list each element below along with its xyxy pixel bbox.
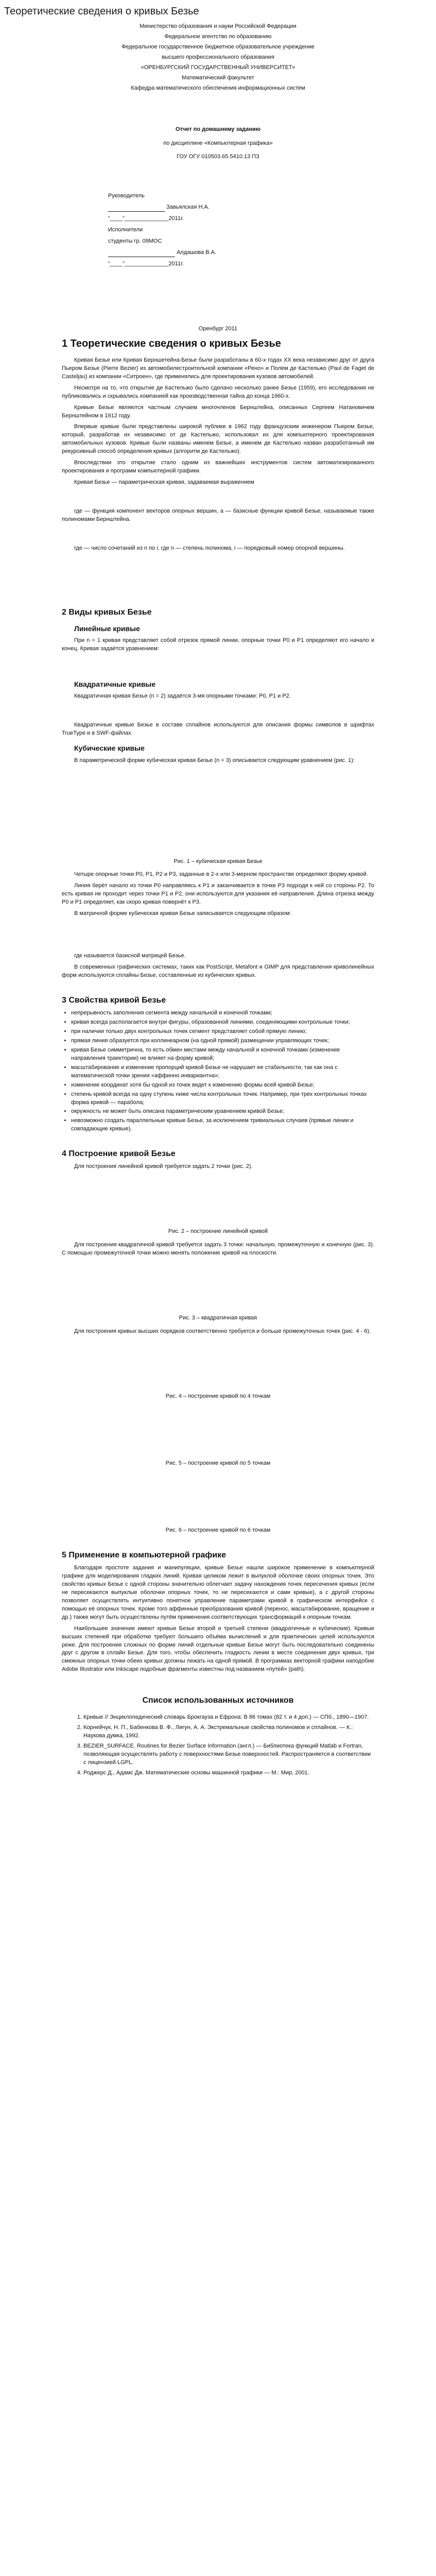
figure-2-placeholder	[62, 1174, 374, 1226]
formula-placeholder	[62, 656, 374, 674]
quadratic-curves-title: Квадратичные кривые	[74, 680, 156, 689]
figure-5-caption: Рис. 5 – построение кривой по 5 точкам	[165, 1460, 271, 1467]
report-block	[62, 126, 374, 162]
executor-line	[108, 249, 374, 257]
cubic-curves-title: Кубические кривые	[74, 744, 145, 753]
section-2-title: 2 Виды кривых Безье	[62, 607, 152, 617]
formula-placeholder	[62, 556, 374, 592]
formula-placeholder	[62, 527, 374, 545]
figure-1-placeholder	[62, 768, 374, 856]
paragraph: где — число сочетаний из n по i, где n — степень полинома, i — порядковый номер опорной вершины.	[74, 545, 345, 551]
paragraph: Впоследствии это открытие стало одним из важнейших инструментов систем автоматизированного проектирования и программ компьютерной графики.	[62, 460, 374, 474]
reference-item: 3. BEZIER_SURFACE. Routines for Bezier Surface Information (англ.) — Библиотека функций Matlab и Fortran, позволяющая осуществлять работу с поверхностями Безье поверхностей. Распространяется в соответствии с лицензией LGPL.	[83, 1742, 374, 1767]
paragraph: Впервые кривые были представлены широкой публике в 1962 году французским инженером Пьером Безье, который, разработав их независимо от де Кастельжо, использовал их для компьютерного проектирования автомобильных кузовов. Кривые были названы именем Безье, а именем де Кастельжо назван разработанный им рекурсивный способ определения кривых (алгоритм де Кастельжо).	[62, 423, 374, 455]
paragraph: В параметрической форме кубическая кривая Безье (n = 3) описывается следующим уравнением (рис. 1):	[74, 757, 355, 764]
paragraph: Линия берёт начало из точки P0 направляясь к P1 и заканчивается в точке P3 подходя к ней со стороны P2. То есть кривая не проходит через точки P1 и P2, они используются для указания её направления. Длина отрезка между P0 и P1 определяет, как скоро кривая повернёт к P3.	[62, 883, 374, 906]
report-discipline: по дисциплине «Компьютерная графика»	[163, 140, 273, 146]
window-title: Теоретические сведения о кривых Безье	[4, 6, 199, 17]
paragraph: Кривая Безье или Кривая Берншетейна-Безье были разработаны в 60-х годах XX века независимо друг от друга Пьером Безье (Pierre Bezier) из автомобилестроительной компании «Рено» и Полем де Кастельжо (Paul de Faget de Casteljau) из компании «Ситроен», где применялись для проектирования кузовов автомобилей.	[62, 357, 374, 380]
reference-item: 2. Корнейчук, Н. П., Бабенкова В. Ф., Лигун, А. А. Экстремальные свойства полиномов и сплайнов. — К.: Наукова думка, 1992.	[83, 1724, 374, 1740]
student-group: студенты гр. 09МОС	[108, 238, 162, 245]
agency-line: Федеральное агентство по образованию	[164, 33, 272, 40]
reference-item: 4. Роджерс Д., Адамс Дж. Математические основы машинной графики — М.: Мир, 2001.	[83, 1769, 374, 1777]
paragraph: Для построения кривых высших порядков соответственно требуется и больше промежуточных точек (рис. 4 - 6).	[74, 1328, 371, 1335]
document-content	[0, 23, 436, 1795]
manager-name: Завьялская Н.А.	[166, 204, 210, 211]
manager-label: Руководитель	[108, 193, 145, 199]
figure-6-placeholder	[62, 1473, 374, 1524]
list-item: • прямая линия образуется при коллинеарном (на одной прямой) размещении управляющих точек;	[71, 1037, 374, 1045]
institution-line: Федеральное государственное бюджетное образовательное учреждение	[121, 43, 315, 50]
reference-item: 1. Кривые // Энциклопедический словарь Брокгауза и Ефрона: В 86 томах (82 т. и 4 доп.) — СПб., 1890—1907.	[83, 1714, 374, 1722]
report-title: Отчет по домашнему заданию	[175, 126, 261, 132]
paragraph: Для построения квадратичной кривой требуется задать 3 точки: начальную, промежуточную и конечную (рис. 3). С помощью промежуточной точки можно менять положение кривой на плоскости.	[62, 1242, 374, 1257]
education-line: высшего профессионального образования	[162, 54, 274, 60]
signature-block	[108, 192, 374, 268]
references-list	[62, 1714, 374, 1777]
city-year: Оренбург 2011	[198, 325, 238, 332]
paragraph: Кривая Безье — параметрическая кривая, задаваемая выражением	[74, 479, 254, 486]
list-item: • при наличии только двух контрольных точек сегмент представляет собой прямую линию;	[71, 1028, 374, 1036]
university-line: «ОРЕНБУРГСКИЙ ГОСУДАРСТВЕННЫЙ УНИВЕРСИТЕТ»	[141, 64, 295, 71]
paragraph: Благодаря простоте задания и манипуляции, кривые Безье нашли широкое применение в компьютерной графике для моделирования гладких линий. Кривая целиком лежит в выпуклой оболочке своих опорных точек. Это свойство кривых Безье с одной стороны значительно облегчает задачу нахождения точек пересечения кривых (если не пересекаются выпуклые оболочки опорных точек, то не пересекаются и сами кривые), а с другой стороны позволяет осуществлять интуитивно понятное управление параметрами кривой в графическом интерфейсе с помощью её опорных точек. Кроме того аффинные преобразования кривой (перенос, масштабирование, вращение и др.) также могут быть осуществлены путём применения соответствующих трансформаций к опорным точкам.	[62, 1565, 374, 1620]
paragraph: Несмотря на то, что открытие де Кастельжо было сделано несколько ранее Безье (1959), его исследования не публиковались и скрывались компанией как производственная тайна до конца 1960-х.	[62, 384, 374, 399]
figure-1-caption: Рис. 1 – кубическая кривая Безье	[173, 858, 263, 865]
linear-curves-title: Линейные кривые	[74, 624, 140, 633]
report-code: ГОУ ОГУ 010503.65.5410.13 ПЗ	[177, 154, 259, 160]
date-line-1: “____”______________2011г.	[108, 215, 184, 222]
title-block	[62, 23, 374, 93]
list-item: • окружность не может быть описана параметрическим уравнением кривой Безье;	[71, 1108, 374, 1116]
ministry-line: Министерство образования и науки Российской Федерации	[139, 23, 297, 29]
figure-2-caption: Рис. 2 – построение линейной кривой	[168, 1228, 268, 1235]
manager-line	[108, 204, 374, 212]
section-4-title: 4 Построение кривой Безье	[62, 1149, 176, 1159]
paragraph: Квадратичная кривая Безье (n = 2) задаётся 3-мя опорными точками: P0, P1 и P2.	[74, 693, 291, 700]
executors-label: Исполнители	[108, 227, 143, 233]
figure-3-caption: Рис. 3 – квадратичная кривая	[179, 1315, 257, 1321]
list-item: • кривая Безье симметрична, то есть обмен местами между начальной и конечной точками (изменение направления траектории) не влияет на форму кривой;	[71, 1046, 374, 1063]
formula-placeholder	[62, 704, 374, 721]
faculty-line: Математический факультет	[182, 74, 254, 81]
properties-list	[62, 1009, 374, 1133]
references-title: Список использованных источников	[142, 1696, 294, 1705]
paragraph: В матричной форме кубическая кривая Безье записывается следующим образом:	[74, 910, 291, 917]
list-item: • масштабирование и изменение пропорций кривой Безье не нарушает ее стабильности, так как она с математической точки зрения «аффинно инвариантна»;	[71, 1064, 374, 1080]
paragraph: Квадратичные кривые Безье в составе сплайнов используются для описания формы символов в шрифтах TrueType и в SWF-файлах.	[62, 722, 374, 737]
figure-5-placeholder	[62, 1406, 374, 1458]
figure-4-caption: Рис. 4 – построение кривой по 4 точкам	[165, 1393, 271, 1400]
paragraph: Наибольшее значение имеют кривые Безье второй и третьей степени (квадратичные и кубические). Кривые высших степеней при обработке требуют большего объёма вычислений и для практических целей используются реже. Для построения сложных по форме линий отдельные кривые Безье могут быть последовательно соединены друг с другом в сплайн Безье. Для того, чтобы обеспечить гладкость линии в месте соединения двух кривых, три смежных опорных точки обеих кривых должны лежать на одной прямой. В программах векторной графики наподобие Adobe Illustrator или Inkscape подобные фрагменты известны под названием «путей» (path).	[62, 1625, 374, 1673]
paragraph: В современных графических системах, таких как PostScript, Metafont и GIMP для представления криволинейных форм используются сплайны Безье, составленные из кубических кривых.	[62, 964, 374, 979]
date-line-2: “____”______________2011г.	[108, 261, 184, 267]
formula-placeholder	[62, 921, 374, 952]
formula-placeholder	[62, 490, 374, 507]
list-item: • кривая всегда располагается внутри фигуры, образованной линиями, соединяющими контрольные точки;	[71, 1019, 374, 1027]
list-item: • непрерывность заполнения сегмента между начальной и конечной точками;	[71, 1009, 374, 1018]
list-item: • степень кривой всегда на одну ступень ниже числа контрольных точек. Например, при трех контрольных точках форма кривой — парабола;	[71, 1091, 374, 1107]
executor-name: Алдашова В.А.	[177, 249, 216, 256]
list-item: • невозможно создать параллельные кривые Безье, за исключением тривиальных случаев (прямые линии и совпадающие кривые).	[71, 1117, 374, 1133]
paragraph: Четыре опорные точки P0, P1, P2 и P3, заданные в 2-х или 3-мерном пространстве определяют форму кривой.	[74, 871, 368, 878]
section-5-title: 5 Применение в компьютерной графике	[62, 1550, 226, 1560]
section-1-title: 1 Теоретические сведения о кривых Безье	[62, 337, 281, 349]
paragraph: Кривые Безье являются частным случаем многочленов Бернштейна, описанных Сергеем Натановичем Бернштейном в 1912 году.	[62, 404, 374, 419]
figure-6-caption: Рис. 6 – построение кривой по 6 точкам	[165, 1527, 271, 1533]
section-3-title: 3 Свойства кривой Безье	[62, 995, 166, 1005]
paragraph: Для построения линейной кривой требуется задать 2 точки (рис. 2).	[74, 1163, 253, 1170]
paragraph: где — функция компонент векторов опорных вершин, а — базисные функции кривой Безье, называемые также полиномами Бернштейна.	[62, 508, 374, 522]
figure-4-placeholder	[62, 1339, 374, 1391]
paragraph: При n = 1 кривая представляет собой отрезок прямой линии, опорные точки P0 и P1 определяют его начало и конец. Кривая задаётся уравнением:	[62, 637, 374, 652]
paragraph: где называется базисной матрицей Безье.	[74, 953, 186, 959]
department-line: Кафедра математического обеспечения информационных систем	[131, 84, 305, 91]
figure-3-placeholder	[62, 1261, 374, 1312]
list-item: • изменение координат хотя бы одной из точек ведет к изменению формы всей кривой Безье;	[71, 1081, 374, 1090]
